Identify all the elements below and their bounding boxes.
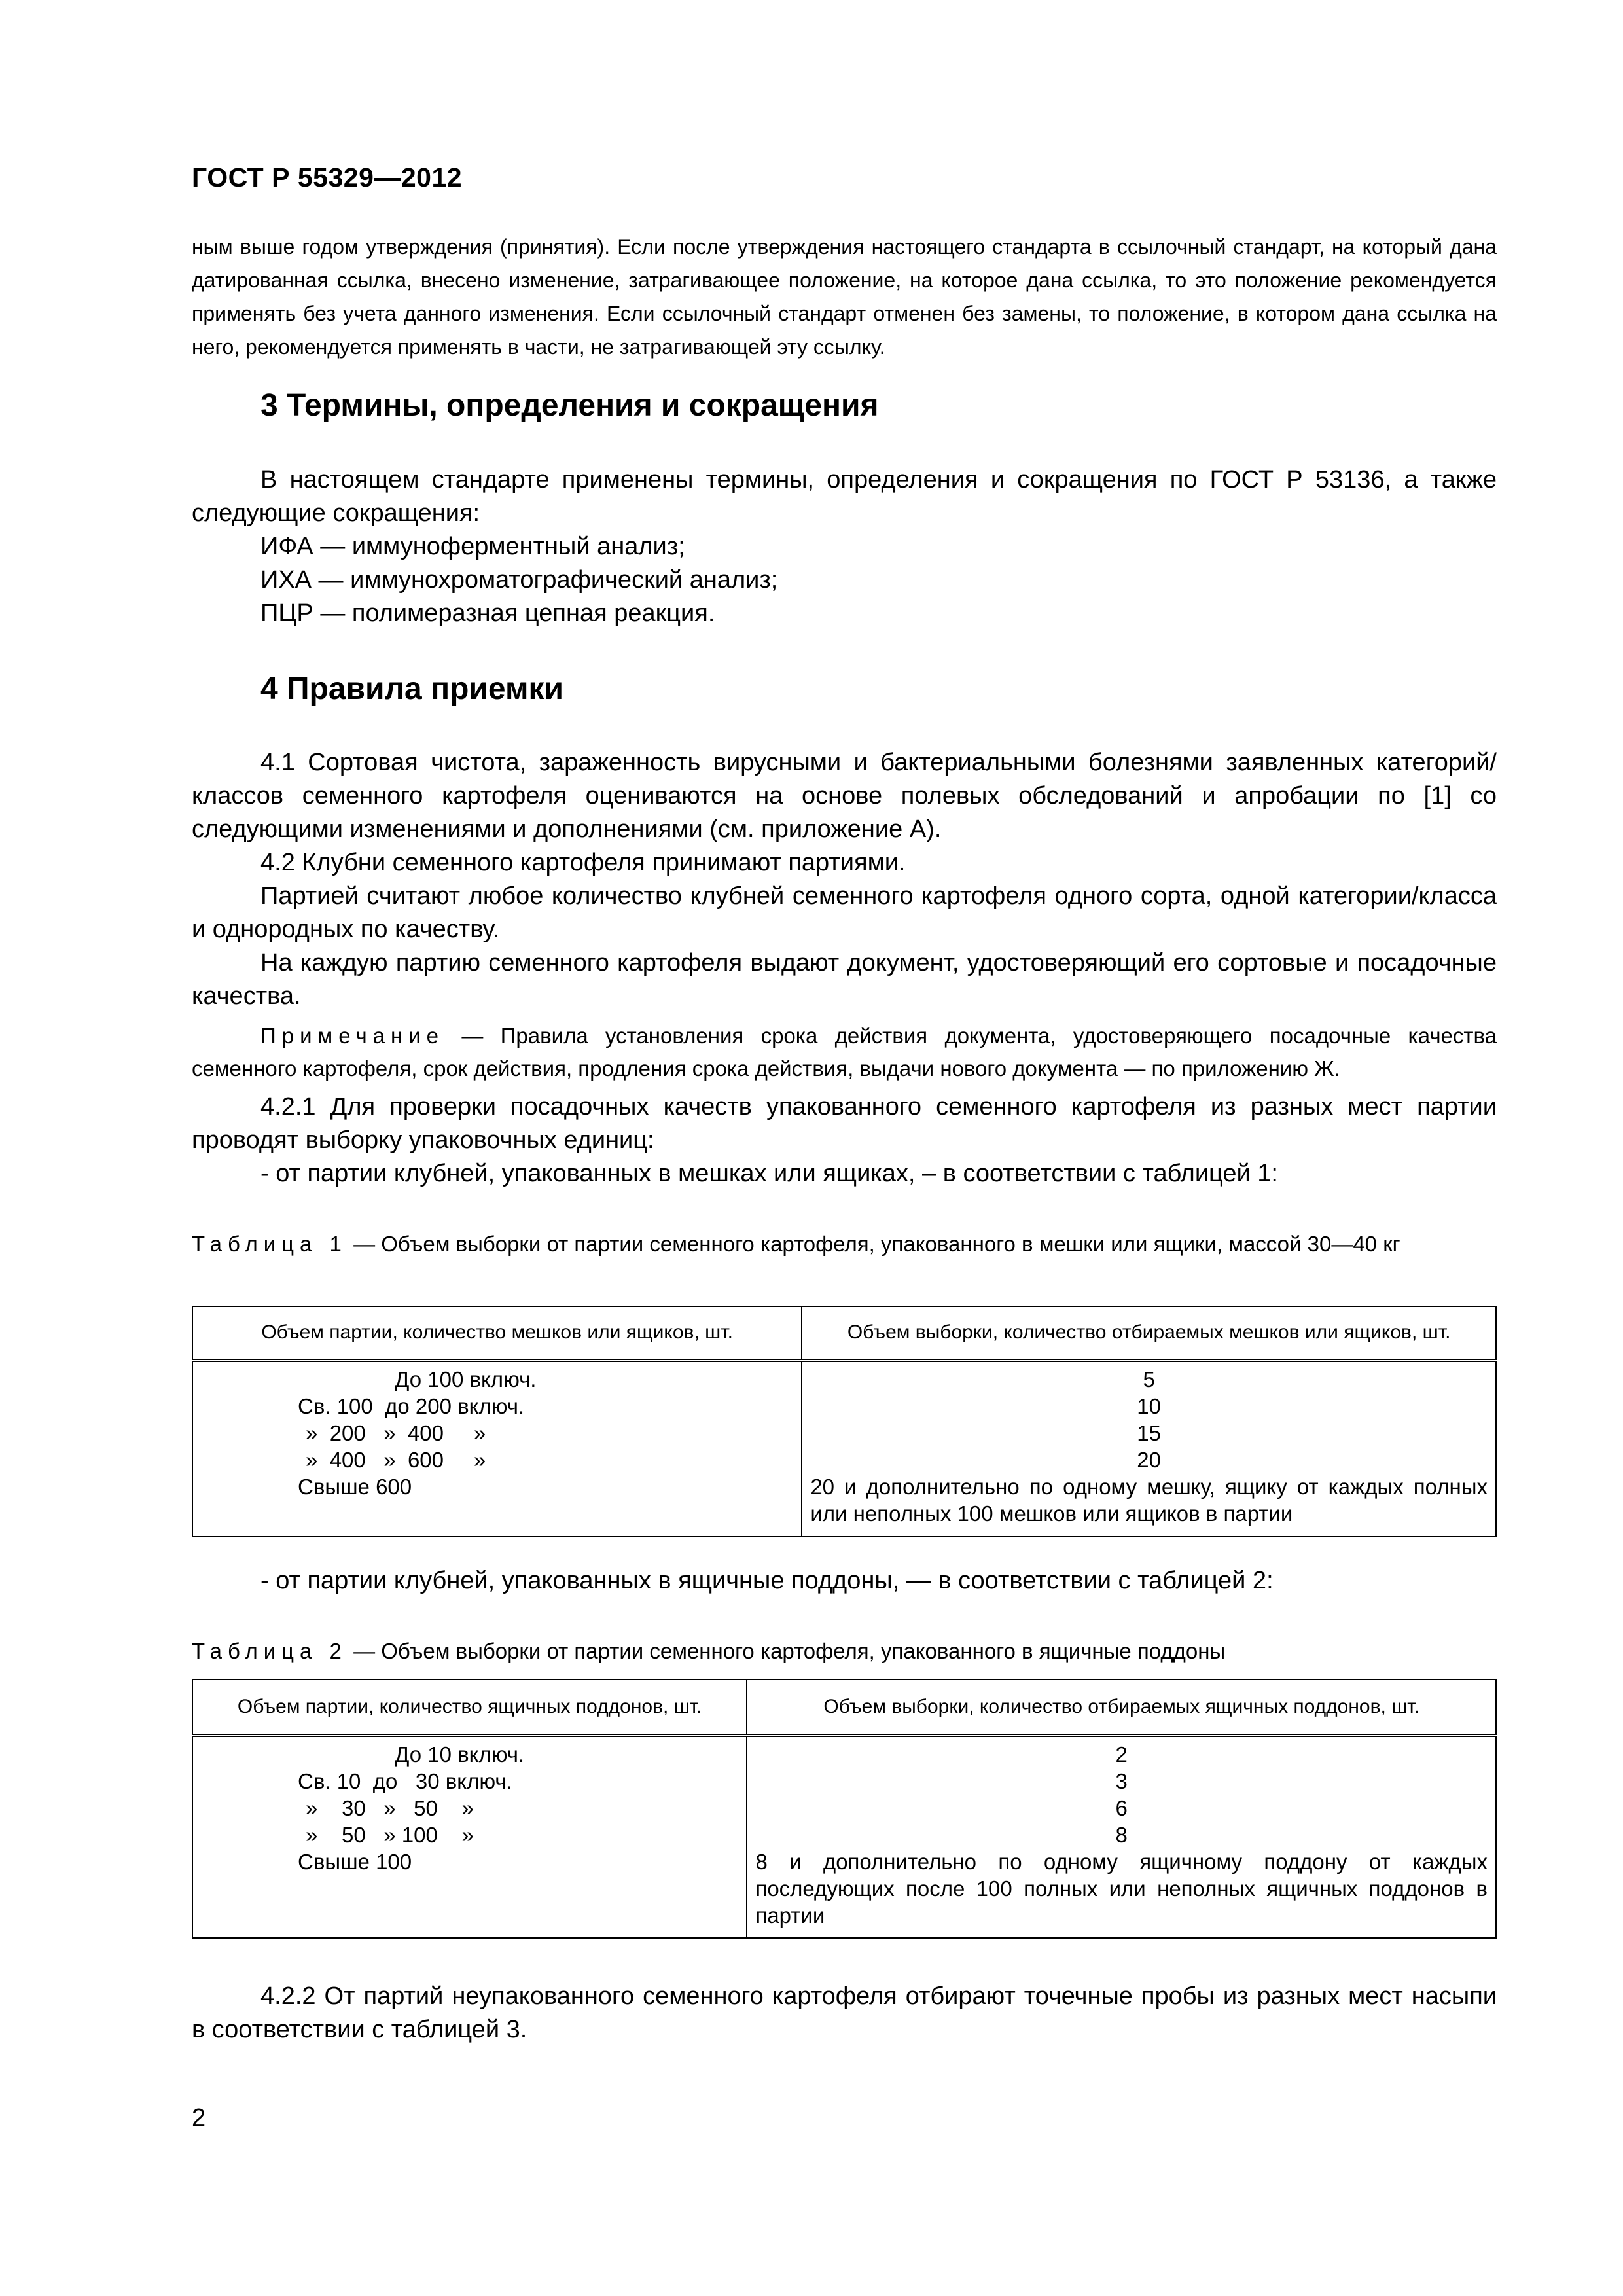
clause-4-1: 4.1 Сортовая чистота, зараженность вирусными и бактериальными болезнями заявленных категорий/классов семенного картофеля оцениваются на основе полевых обследований и апробации по [1] со следующими изменениями и дополнениями (см. приложение А). (192, 749, 1497, 843)
table-1-header-cell: Объем партии, количество мешков или ящиков, шт. (192, 1306, 802, 1360)
table-2-sample-size-cell (747, 1735, 1496, 1938)
table-1-caption-text: — Объем выборки от партии семенного картофеля, упакованного в мешки или ящики, массой 30—40 кг (347, 1232, 1400, 1256)
clause-4-2-1: 4.2.1 Для проверки посадочных качеств упакованного семенного картофеля из разных мест партии проводят выборку упаковочных единиц: (192, 1093, 1497, 1154)
clause-4-2-1-pallets: - от партии клубней, упакованных в ящичные поддоны, — в соответствии с таблицей 2: (260, 1567, 1274, 1594)
table-1-lot-range: » 400 » 600 » (306, 1447, 486, 1472)
clause-4-2-document: На каждую партию семенного картофеля выдают документ, удостоверяющий его сортовые и посадочные качества. (192, 949, 1497, 1010)
table-1-lot-range: Свыше 600 (298, 1474, 412, 1499)
clause-4-2-1-bags: - от партии клубней, упакованных в мешках или ящиках, – в соответствии с таблицей 1: (260, 1160, 1278, 1187)
note-text: — Правила установления срока действия документа, удостоверяющего посадочные качества семенного картофеля, срок действия, продления срока действия, выдачи нового документа — по приложению Ж. (192, 1024, 1497, 1081)
clause-4-2-lot: Партией считают любое количество клубней семенного картофеля одного сорта, одной категории/класса и однородных по качеству. (192, 882, 1497, 943)
table-1-sample-value: 15 (1137, 1420, 1162, 1445)
clause-4-2-2: 4.2.2 От партий неупакованного семенного картофеля отбирают точечные пробы из разных мест насыпи в соответствии с таблицей 3. (192, 1982, 1497, 2043)
table-1-body-row (192, 1360, 1496, 1537)
table-1-lot-range: До 100 включ. (395, 1367, 537, 1391)
section-4-body-end (192, 1980, 1497, 2047)
table-2-sample-note: 8 и дополнительно по одному ящичному поддону от каждых последующих после 100 полных или неполных ящичных поддонов в партии (755, 1849, 1488, 1928)
table-2-header-cell: Объем выборки, количество отбираемых ящичных поддонов, шт. (747, 1679, 1496, 1735)
section-4-title: 4 Правила приемки (260, 672, 564, 706)
table-2-lot-range: До 10 включ. (395, 1742, 525, 1767)
table-1-caption (192, 1229, 1497, 1259)
section-4-body-cont (192, 1564, 1497, 1598)
clause-4-2: 4.2 Клубни семенного картофеля принимают партиями. (260, 849, 906, 876)
table-2-caption-label: Таблица 2 (192, 1639, 348, 1663)
intro-text: ным выше годом утверждения (принятия). Если после утверждения настоящего стандарта в ссылочный стандарт, на который дана датированная ссылка, внесено изменение, затрагивающее положение, на которое дана ссылка, то это положение рекомендуется применять без учета данного изменения. Если ссылочный стандарт отменен без замены, то положение, в котором дана ссылка на него, рекомендуется применять в части, не затрагивающей эту ссылку. (192, 235, 1497, 359)
table-1-sample-value: 5 (1143, 1367, 1155, 1391)
table-2-sample-value: 3 (1115, 1768, 1128, 1793)
abbreviation-item: ПЦР — полимеразная цепная реакция. (260, 600, 715, 627)
abbreviation-item: ИХА — иммунохроматографический анализ; (260, 566, 778, 594)
table-1-lot-range: Св. 100 до 200 включ. (298, 1393, 525, 1418)
table-1-sample-value: 20 (1137, 1447, 1162, 1472)
note-label: Примечание (260, 1024, 445, 1048)
table-1-sample-value: 10 (1137, 1393, 1162, 1418)
table-1-header-row (192, 1306, 1496, 1360)
table-1-caption-label: Таблица 1 (192, 1232, 348, 1256)
table-2-caption-text: — Объем выборки от партии семенного картофеля, упакованного в ящичные поддоны (347, 1639, 1226, 1663)
table-2-lot-range: Свыше 100 (298, 1849, 412, 1874)
table-1 (192, 1306, 1497, 1537)
table-2-sample-value: 8 (1115, 1822, 1128, 1847)
table-2-lot-size-cell (192, 1735, 747, 1938)
table-1-lot-range: » 200 » 400 » (306, 1420, 486, 1445)
table-2-caption (192, 1636, 1497, 1666)
abbreviation-item: ИФА — иммуноферментный анализ; (260, 533, 685, 560)
intro-paragraph (192, 230, 1497, 364)
table-2-sample-value: 6 (1115, 1795, 1128, 1820)
table-2-lot-range: » 50 » 100 » (306, 1822, 474, 1847)
table-2-header-row (192, 1679, 1496, 1735)
table-1-lot-size-cell (192, 1360, 802, 1537)
section-4-body (192, 746, 1497, 1191)
table-1-sample-size-cell (802, 1360, 1496, 1537)
section-3-body (192, 463, 1497, 630)
table-1-header-cell: Объем выборки, количество отбираемых мешков или ящиков, шт. (802, 1306, 1496, 1360)
table-2-lot-range: » 30 » 50 » (306, 1795, 474, 1820)
note (192, 1020, 1497, 1085)
page-number: 2 (192, 2104, 206, 2132)
table-2-lot-range: Св. 10 до 30 включ. (298, 1768, 512, 1793)
section-3-paragraph: В настоящем стандарте применены термины, определения и сокращения по ГОСТ Р 53136, а также следующие сокращения: (192, 466, 1497, 527)
table-2-body-row (192, 1735, 1496, 1938)
table-1-sample-note: 20 и дополнительно по одному мешку, ящику от каждых полных или неполных 100 мешков или ящиков в партии (810, 1474, 1488, 1526)
table-2-header-cell: Объем партии, количество ящичных поддонов, шт. (192, 1679, 747, 1735)
section-3-title: 3 Термины, определения и сокращения (260, 388, 879, 423)
table-2-sample-value: 2 (1115, 1742, 1128, 1767)
table-2 (192, 1679, 1497, 1939)
document-code: ГОСТ Р 55329—2012 (192, 162, 463, 192)
